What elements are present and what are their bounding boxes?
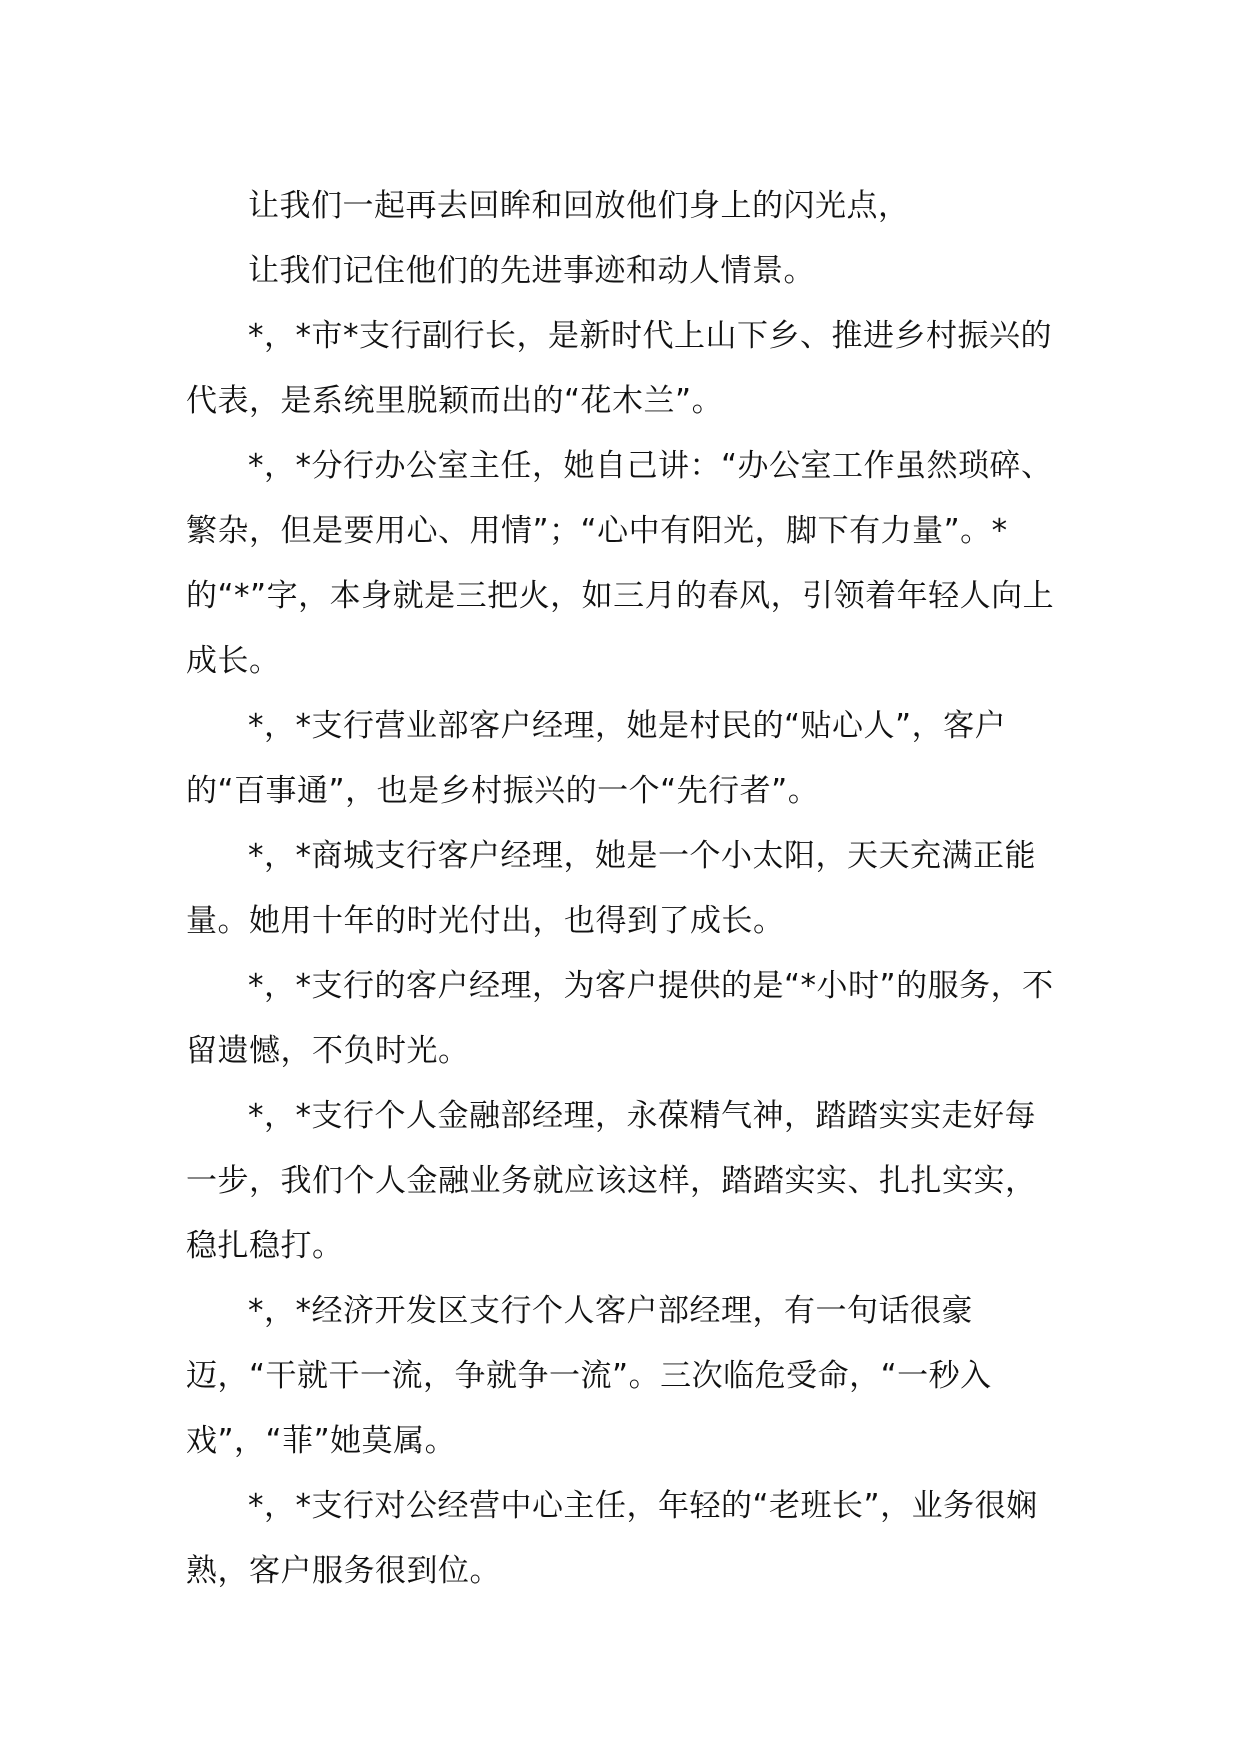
paragraph-7: *，*支行的客户经理，为客户提供的是“*小时”的服务，不留遗憾，不负时光。 — [186, 968, 1054, 1069]
paragraph-6: *，*商城支行客户经理，她是一个小太阳，天天充满正能量。她用十年的时光付出，也得到了成长。 — [186, 838, 1036, 939]
paragraph-5: *，*支行营业部客户经理，她是村民的“贴心人”，客户的“百事通”，也是乡村振兴的一个“先行者”。 — [186, 708, 1007, 809]
paragraph-8: *，*支行个人金融部经理，永葆精气神，踏踏实实走好每一步，我们个人金融业务就应该这样，踏踏实实、扎扎实实，稳扎稳打。 — [186, 1098, 1037, 1264]
document-body — [186, 174, 1056, 1604]
paragraph-4: *，*分行办公室主任，她自己讲：“办公室工作虽然琐碎、繁杂，但是要用心、用情”；“心中有阳光，脚下有力量”。*的“*”字，本身就是三把火，如三月的春风，引领着年轻人向上成长。 — [186, 448, 1055, 679]
paragraph-9: *，*经济开发区支行个人客户部经理，有一句话很豪迈，“干就干一流，争就争一流”。三次临危受命，“一秒入戏”，“菲”她莫属。 — [186, 1293, 992, 1459]
paragraph-2: 让我们记住他们的先进事迹和动人情景。 — [248, 253, 815, 289]
paragraph-3: *，*市*支行副行长，是新时代上山下乡、推进乡村振兴的代表，是系统里脱颖而出的“花木兰”。 — [186, 318, 1052, 419]
paragraph-10: *，*支行对公经营中心主任，年轻的“老班长”，业务很娴熟，客户服务很到位。 — [186, 1488, 1038, 1589]
paragraph-1: 让我们一起再去回眸和回放他们身上的闪光点， — [248, 188, 910, 224]
